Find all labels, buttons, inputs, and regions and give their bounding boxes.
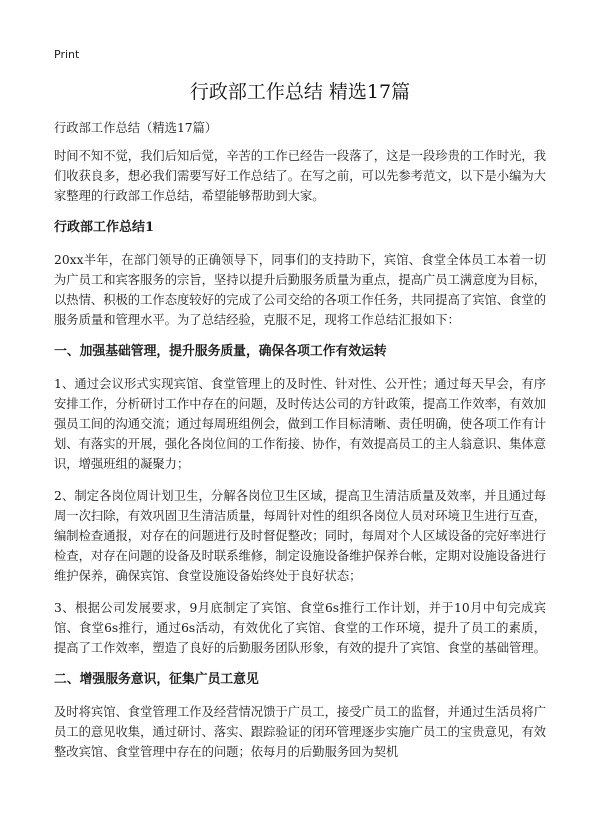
list-item-2: 2、制定各岗位周计划卫生，分解各岗位卫生区域，提高卫生清洁质量及效率，并且通过每周一次扫除，有效巩固卫生清洁质量，每周针对性的组织各岗位人员对环境卫生进行互查，编制检查通报，对存在的问题进行及时督促整改；同时，每周对个人区域设备的完好率进行检查，对存在问题的设备及时联系维修，制定设施设备维护保养台帐，定期对设施设备进行维护保养，确保宾馆、食堂设施设备始终处于良好状态； bbox=[54, 489, 546, 583]
article-heading: 行政部工作总结1 bbox=[54, 220, 155, 235]
list-item-3: 3、根据公司发展要求，9月底制定了宾馆、食堂6s推行工作计划，并于10月中旬完成宾馆、食堂6s推行，通过6s活动，有效优化了宾馆、食堂的工作环境，提升了员工的素质，提高了工作效率，塑造了良好的后勤服务团队形象，有效的提升了宾馆、食堂的基础管理。 bbox=[54, 601, 546, 655]
section-heading-1: 一、加强基础管理，提升服务质量，确保各项工作有效运转 bbox=[54, 344, 387, 359]
paragraph-feedback: 及时将宾馆、食堂管理工作及经营情况馈于广员工，接受广员工的监督，并通过生活员将广员工的意见收集，通过研讨、落实、跟踪验证的闭环管理逐步实施广员工的宝贵意见，有效整改宾馆、食堂管理中存在的问题；依每月的后勤服务回为契机 bbox=[54, 705, 546, 759]
print-label[interactable]: Print bbox=[54, 48, 80, 61]
paragraph-overview: 20xx半年，在部门领导的正确领导下，同事们的支持助下，宾馆、食堂全体员工本着一切为广员工和宾客服务的宗旨，坚持以提升后勤服务质量为重点，提高广员工满意度为目标，以热情、积极的工作态度较好的完成了公司交给的各项工作任务，共同提高了宾馆、食堂的服务质量和管理水平。为了总结经验，克服不足，现将工作总结汇报如下： bbox=[54, 253, 546, 327]
section-heading-2: 二、增强服务意识，征集广员工意见 bbox=[54, 672, 259, 687]
document-body bbox=[54, 118, 546, 774]
page-title: 行政部工作总结 精选17篇 bbox=[189, 81, 411, 103]
list-item-1: 1、通过会议形式实现宾馆、食堂管理上的及时性、针对性、公开性；通过每天早会，有序安排工作，分析研讨工作中存在的问题，及时传达公司的方针政策，提高工作效率，有效加强员工间的沟通交流；通过每周班组例会，做到工作目标清晰、责任明确，使各项工作有计划、有落实的开展，强化各岗位间的工作衔接、协作，有效提高员工的主人翁意识、集体意识，增强班组的凝聚力； bbox=[54, 377, 546, 471]
document-subtitle: 行政部工作总结（精选17篇） bbox=[54, 121, 218, 135]
intro-paragraph: 时间不知不觉，我们后知后觉，辛苦的工作已经告一段落了，这是一段珍贵的工作时光，我们收获良多，想必我们需要写好工作总结了。在写之前，可以先参考范文，以下是小编为大家整理的行政部工作总结，希望能够帮助到大家。 bbox=[54, 149, 546, 203]
